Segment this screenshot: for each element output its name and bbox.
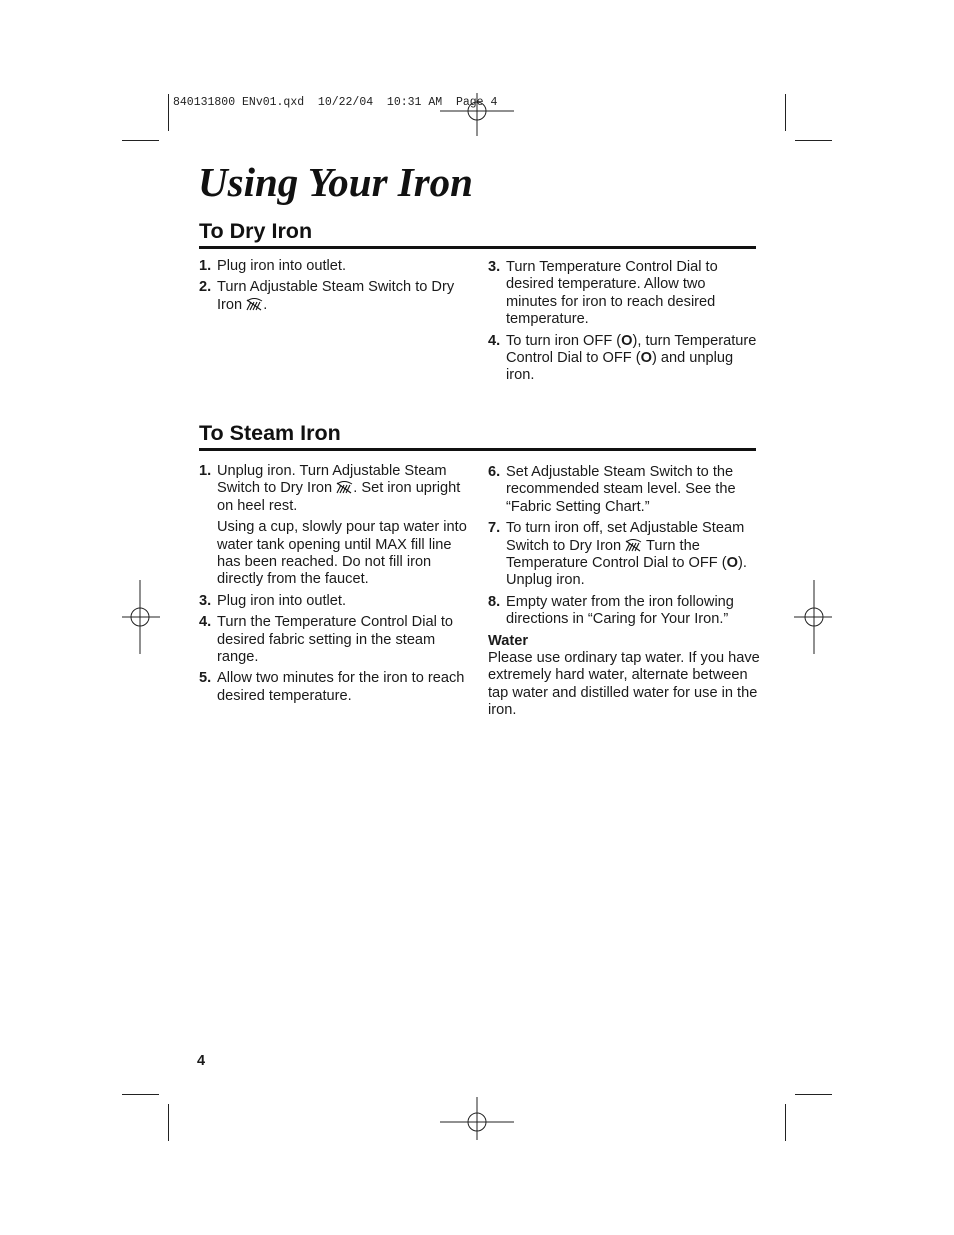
dry-step-2: [199, 279, 471, 314]
step-text: Set Adjustable Steam Switch to the recommended steam level. See the “Fabric Setting Chart.”: [506, 464, 736, 515]
section-rule: [199, 448, 756, 451]
steam-step-5: [199, 670, 471, 705]
dry-iron-heading: To Dry Iron: [199, 219, 313, 243]
step-text: Turn Temperature Control Dial to desired temperature. Allow two minutes for iron to reach desired temperature.: [506, 259, 718, 328]
dry-iron-symbol-icon: [336, 480, 353, 495]
step-number: 2.: [199, 279, 212, 296]
steam-step-8: [488, 594, 760, 629]
registration-mark-top: [437, 71, 517, 151]
off-symbol: O: [640, 350, 652, 367]
step-text: Unplug iron. Turn Adjustable Steam Switch to Dry Iron: [217, 463, 447, 497]
step-text: Turn Adjustable Steam Switch to Dry Iron: [217, 279, 455, 313]
registration-mark-right: [774, 577, 854, 657]
step-number: 4.: [199, 614, 212, 631]
steam-iron-heading: To Steam Iron: [199, 421, 341, 445]
crop-mark: [795, 140, 832, 141]
page-title: Using Your Iron: [198, 159, 473, 205]
water-heading: Water: [488, 632, 529, 649]
water-text: Please use ordinary tap water. If you have extremely hard water, alternate between tap water and distilled water for use in the iron.: [488, 650, 760, 719]
steam-step-1-continued: Using a cup, slowly pour tap water into water tank opening until MAX fill line has been reached. Do not fill iron directly from the faucet.: [217, 519, 467, 588]
section-rule: [199, 246, 756, 249]
registration-mark-left: [100, 577, 180, 657]
crop-mark: [795, 1094, 832, 1095]
step-number: 3.: [199, 592, 212, 609]
crop-mark: [785, 94, 786, 131]
off-symbol: O: [621, 332, 633, 349]
step-text: To turn iron OFF (: [506, 332, 622, 349]
steam-step-6: [488, 464, 760, 516]
step-text: Turn the Temperature Control Dial to desired fabric setting in the steam range.: [217, 614, 454, 666]
dry-iron-symbol-icon: [246, 297, 263, 312]
step-text: Turn the Temperature Control Dial to OFF (: [506, 537, 727, 572]
step-text: Plug iron into outlet.: [217, 592, 346, 609]
dry-step-4: [488, 333, 760, 385]
step-text: Allow two minutes for the iron to reach desired temperature.: [217, 670, 465, 704]
print-slug: 840131800 ENv01.qxd 10/22/04 10:31 AM Page 4: [173, 96, 498, 109]
step-number: 7.: [488, 520, 501, 537]
step-text-end: . Set iron upright on heel rest.: [217, 480, 461, 514]
dry-step-3: [488, 259, 760, 329]
dry-step-1: [199, 258, 471, 275]
step-text: Plug iron into outlet.: [217, 258, 346, 274]
step-text-end: .: [263, 296, 268, 313]
crop-mark: [122, 1094, 159, 1095]
step-number: 4.: [488, 332, 501, 349]
step-number: 6.: [488, 464, 501, 480]
step-number: 5.: [199, 670, 212, 687]
crop-mark: [168, 94, 169, 131]
step-number: 3.: [488, 259, 501, 275]
step-number: 1.: [199, 463, 212, 479]
step-text: ) and unplug iron.: [506, 350, 734, 384]
page-number: 4: [197, 1053, 206, 1069]
step-text: To turn iron off, set Adjustable Steam Switch to Dry Iron: [506, 520, 745, 554]
step-text-end: ). Unplug iron.: [506, 555, 747, 589]
crop-mark: [122, 140, 159, 141]
steam-step-7: [488, 520, 760, 590]
crop-mark: [785, 1104, 786, 1141]
step-number: 1.: [199, 258, 212, 274]
steam-step-4: [199, 614, 471, 666]
steam-step-3: [199, 593, 471, 610]
dry-iron-left-column: [199, 258, 471, 318]
crop-mark: [168, 1104, 169, 1141]
step-text: Empty water from the iron following directions in “Caring for Your Iron.”: [506, 593, 734, 628]
steam-iron-right-column: [488, 464, 760, 720]
step-text: ), turn Temperature Control Dial to OFF (: [506, 332, 757, 367]
steam-step-1: [199, 463, 471, 515]
step-number: 8.: [488, 593, 501, 610]
registration-mark-bottom: [437, 1082, 517, 1162]
steam-iron-left-column: [199, 463, 471, 709]
dry-iron-right-column: [488, 259, 760, 389]
dry-iron-symbol-icon: [625, 538, 642, 553]
off-symbol: O: [726, 555, 738, 572]
